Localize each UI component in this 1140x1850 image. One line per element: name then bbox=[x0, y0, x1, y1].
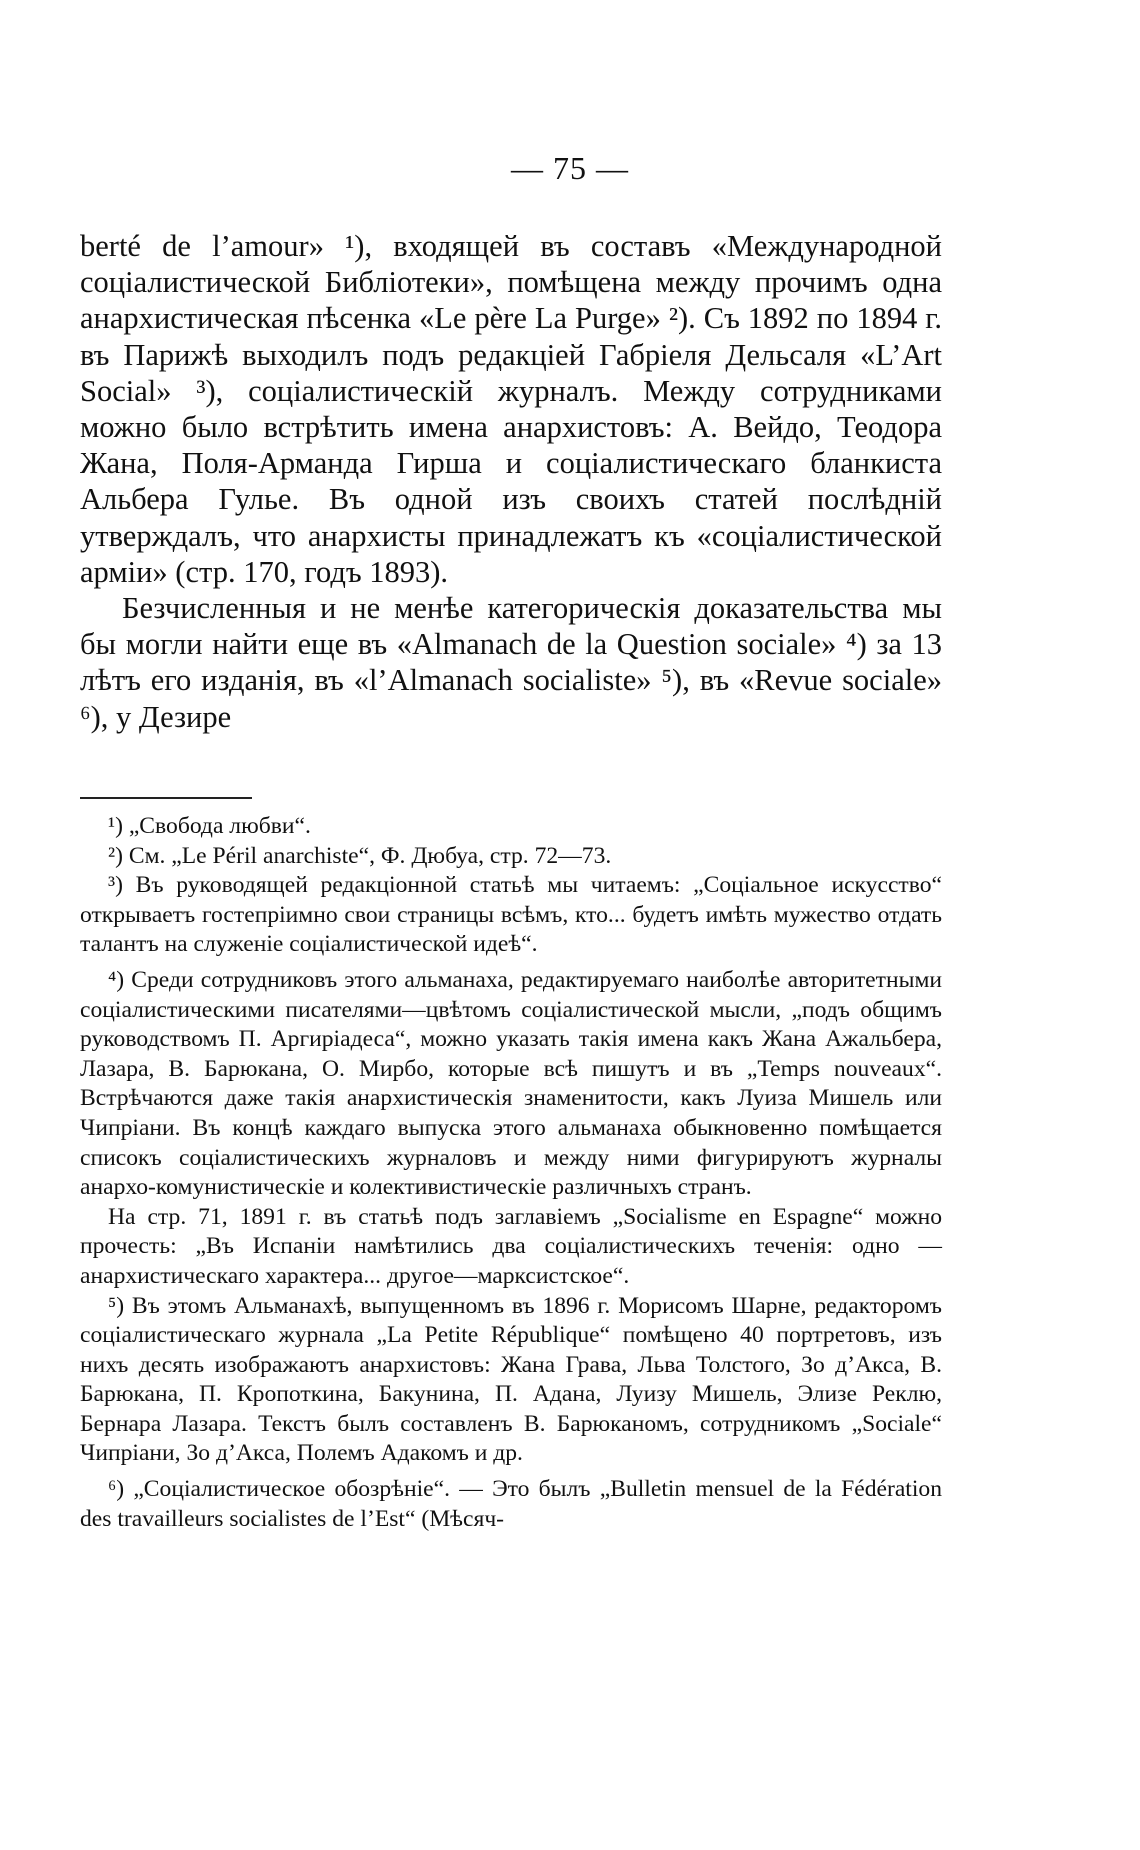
footnote-1: ¹) „Свобода любви“. bbox=[108, 813, 311, 839]
main-paragraph: berté de l’amour» ¹), входящей въ составъ «Международной соціалистической Библіотеки», помѣщена между прочимъ одна анархистическая пѣсенка «Le père La Purge» ²). Съ 1892 по 1894 г. въ Парижѣ выходилъ подъ редакціей Габріеля Дельсаля «L’Art Social» ³), соціалистическій журналъ. Между сотрудниками можно было встрѣтить имена анархистовъ: А. Вейдо, Теодора Жана, Поля-Арманда Гирша и соціалистическаго бланкиста Альбера Гулье. Въ одной изъ своихъ статей послѣдній утверждалъ, что анархисты принадлежатъ къ «соціалистической арміи» (стр. 170, годъ 1893). bbox=[80, 229, 942, 589]
footnote-divider bbox=[80, 797, 252, 799]
footnote-3: ³) Въ руководящей редакціонной статьѣ мы читаемъ: „Соціальное искусство“ открываетъ гостепріимно свои страницы всѣмъ, кто... будетъ имѣть мужество отдать талантъ на служеніе соціалистической идеѣ“. bbox=[80, 872, 942, 958]
footnote-4-continued: На стр. 71, 1891 г. въ статьѣ подъ заглавіемъ „Socialisme en Espagne“ можно прочесть: „Въ Испаніи намѣтились два соціалистическихъ теченія: одно — анархистическаго характера... другое—марксистское“. bbox=[80, 1203, 942, 1289]
page-number: — 75 — bbox=[511, 150, 629, 186]
main-paragraph: Безчисленныя и не менѣе категорическія доказательства мы бы могли найти еще въ «Almanach de la Question sociale» ⁴) за 13 лѣтъ его изданія, въ «l’Almanach socialiste» ⁵), въ «Revue sociale» ⁶), у Дезире bbox=[80, 591, 942, 734]
main-text bbox=[80, 228, 942, 735]
footnote-5: ⁵) Въ этомъ Альманахѣ, выпущенномъ въ 1896 г. Морисомъ Шарне, редакторомъ соціалистическаго журнала „La Petite République“ помѣщено 40 портретовъ, изъ нихъ десять изображаютъ анархистовъ: Жана Грава, Льва Толстого, Зо д’Акса, В. Барюкана, П. Кропоткина, Бакунина, П. Адана, Луизу Мишель, Элизе Реклю, Бернара Лазара. Текстъ былъ составленъ В. Барюканомъ, сотрудникомъ „Sociale“ Чипріани, Зо д’Акса, Полемъ Адакомъ и др. bbox=[80, 1292, 942, 1467]
footnote-2: ²) См. „Le Péril anarchiste“, Ф. Дюбуа, стр. 72—73. bbox=[108, 842, 612, 869]
footnotes bbox=[80, 812, 942, 1534]
footnote-6: ⁶) „Соціалистическое обозрѣніе“. — Это былъ „Bulletin mensuel de la Fédération des travailleurs socialistes de l’Est“ (Мѣсяч- bbox=[80, 1476, 942, 1532]
footnote-4: ⁴) Среди сотрудниковъ этого альманаха, редактируемаго наиболѣе авторитетными соціалистическими писателями—цвѣтомъ соціалистической мысли, „подъ общимъ руководствомъ П. Аргиріадеса“, можно указать такія имена какъ Жана Ажальбера, Лазара, В. Барюкана, О. Мирбо, которые всѣ пишутъ и въ „Temps nouveaux“. Встрѣчаются даже такія анархистическія знаменитости, какъ Луиза Мишель или Чипріани. Въ концѣ каждаго выпуска этого альманаха обыкновенно помѣщается списокъ соціалистическихъ журналовъ и между ними фигурируютъ журналы анархо-комунистическіе и колективистическіе различныхъ странъ. bbox=[80, 966, 942, 1201]
